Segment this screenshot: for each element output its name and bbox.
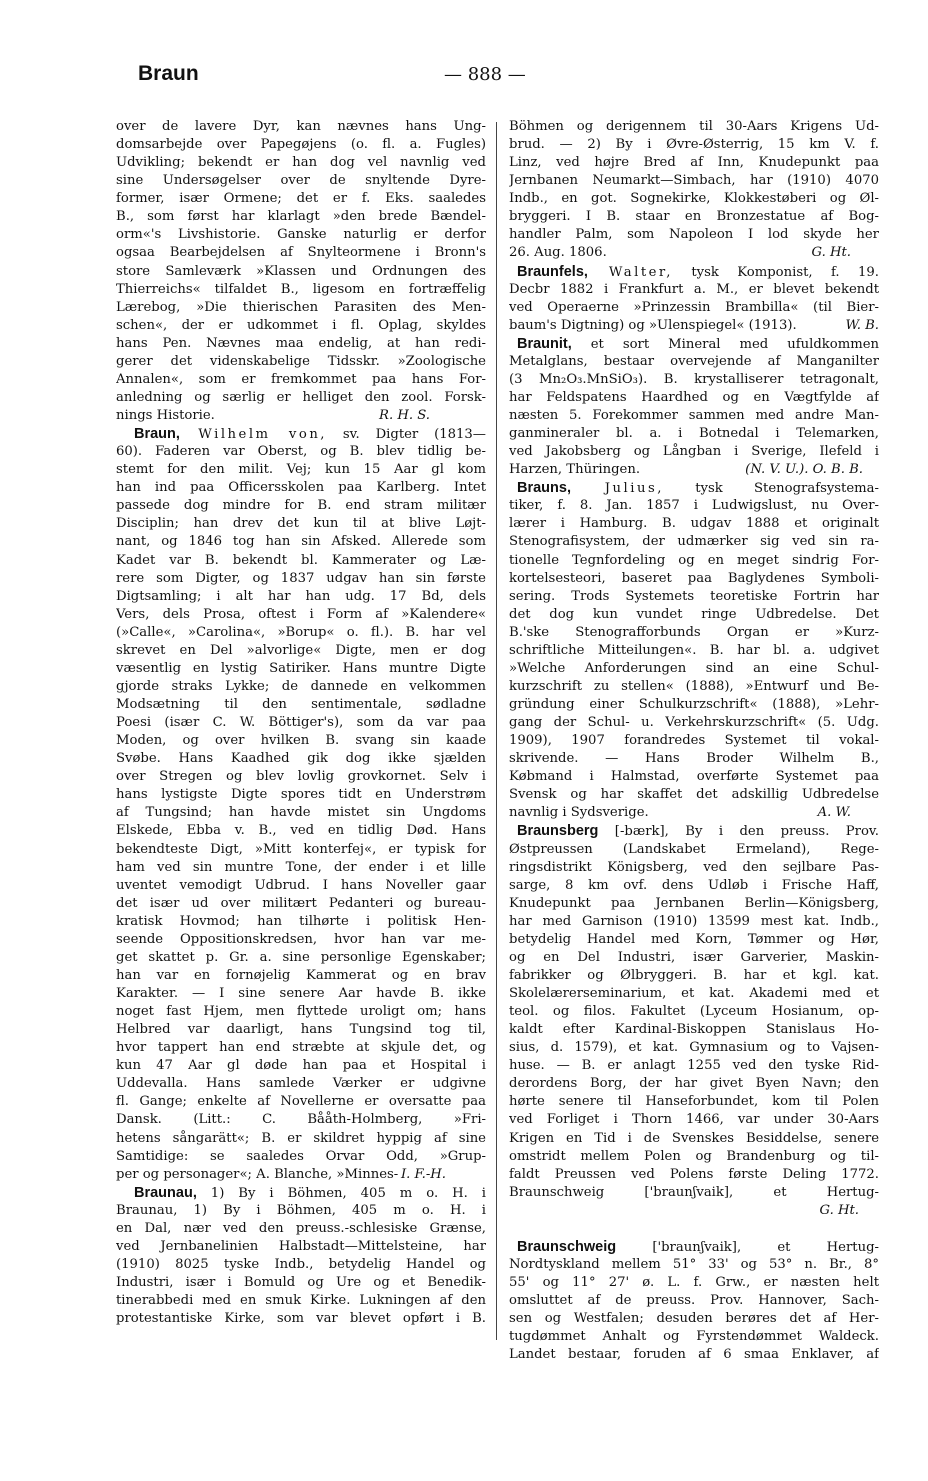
entry-end-row: [509, 244, 879, 262]
text-line: det især ud over militært Pedanteri og bureau-: [116, 895, 486, 911]
text-line: hvor tappert han end stræbte at skjule det, og: [116, 1040, 486, 1056]
entry-end-row: [116, 407, 486, 425]
text-line: (»Calle«, »Carolina«, »Borup« o. fl.). B. har vel: [116, 624, 486, 640]
text-line: navnlig i Sydsverige.: [509, 805, 649, 821]
text-line: omsluttet af de preuss. Prov. Hannover, Sach-: [509, 1293, 879, 1308]
text-line: schen«, der er udkommet i fl. Oplag, skyldes: [116, 317, 486, 333]
text-line: gang der Schul- u. Verkehrskurzschrift« (5. Udg.: [509, 715, 879, 731]
text-line: Svøbe. Hans Kaadhed gik dog ikke sjælden: [116, 751, 486, 767]
text-line: det dog kun vundet ringe Udbredelse. Det: [509, 606, 879, 622]
text-line: B.'ske Stenografforbunds Organ er »Kurz-: [509, 624, 879, 640]
text-line: Poesi (især C. W. Böttiger's), som da var paa: [116, 715, 486, 731]
text-line: Svensk og har skaffet det adskillig Udbredelse: [509, 787, 879, 803]
entry-headword: Braunfels,: [517, 263, 588, 280]
text-line: ved Jakobsberg og Långban i Sverige, Ilefeld i: [509, 444, 879, 460]
text-line: ham ved sin muntre Tone, der ender i et lille: [116, 859, 486, 875]
text-line: hørte senere til Hanseforbundet, kom til Polen: [509, 1094, 879, 1110]
text-line: over de lavere Dyr, kan nævnes hans Ung-: [116, 119, 486, 134]
page-number: — 888 —: [444, 64, 526, 85]
entry-headword: Brauns,: [517, 480, 571, 497]
text-line: former, især Ormene; det er f. Eks. saaledes: [116, 191, 486, 207]
text-line: Stenografisystem, der udmærker sig ved sin ra-: [509, 534, 879, 550]
entry-headword: Braunsberg: [517, 823, 599, 840]
text-line: tinerabbedi med en smuk Kirke. Lukningen af den: [116, 1293, 486, 1309]
text-line: Braunschweig ['braunʃvaik], et Hertug-: [509, 1184, 879, 1200]
text-line: (1910) 8025 tyske Indb., betydelig Handel og: [116, 1256, 486, 1272]
entry-end-row: [116, 1166, 486, 1184]
text-line: har med Garnison (1910) 13599 mest kat. Indb.,: [509, 913, 879, 929]
text-line: sine Undersøgelser over de snyltende Dyre-: [116, 173, 486, 189]
text-line: omstridt mellem Polen og Brandenburg og til-: [509, 1148, 879, 1164]
text-line: ganmineraler bl. a. i Botnedal i Telemarken,: [509, 426, 879, 442]
author-signature: W. B.: [845, 317, 879, 333]
entry-gap: [509, 1220, 879, 1238]
text-line: tugdømmet Anhalt og Fyrstendømmet Waldeck.: [509, 1329, 879, 1345]
text-line: 1909), 1907 forandredes Systemet til vokal-: [509, 733, 879, 749]
text-line: Harzen, Thüringen.: [509, 462, 641, 478]
author-signature: A. W.: [817, 805, 851, 821]
entry-end-row: [509, 1202, 879, 1220]
text-line: bryggeri. I B. staar en Bronzestatue af Bog-: [509, 209, 879, 225]
text-line: schriftliche Mitteilungen«. B. har bl. a. udgivet: [509, 642, 879, 658]
author-signature: (N. V. U.). O. B. B.: [745, 462, 863, 478]
entry-headword: Braunit,: [517, 335, 572, 352]
text-line: væsentlig en lystig Satiriker. Hans muntre Digte: [116, 660, 486, 676]
entry-headword: Braunau,: [134, 1184, 197, 1201]
text-line: sius, d. 1579), et kat. Gymnasium og to Vajsen-: [509, 1040, 879, 1056]
entry-braunfels: Braunfels, Walter, tysk Komponist, f. 19.: [517, 263, 879, 280]
text-line: nant, og 1846 tog han sin Afsked. Allerede som: [116, 534, 486, 550]
text-line: Linz, ved højre Bred af Inn, Knudepunkt paa: [509, 155, 879, 171]
text-line: Krigen en Tid i de Svenskes Besiddelse, senere: [509, 1130, 879, 1146]
text-line: han ind paa Officersskolen paa Karlberg. Intet: [116, 480, 486, 496]
text-line: Nordtyskland mellem 51° 33' og 53° n. Br., 8°: [509, 1256, 879, 1272]
text-line: faldt Preussen ved Polens første Deling 1772.: [509, 1166, 879, 1182]
text-line: Indb., en got. Sognekirke, Klokkestøberi og Øl-: [509, 191, 879, 207]
text-line: Udvikling; bekendt er han dog vel navnlig ved: [116, 155, 486, 171]
text-line: derordens Borg, der har givet Byen Navn; den: [509, 1076, 879, 1092]
text-line: Landet bestaar, foruden af 6 smaa Enklaver, af: [509, 1347, 879, 1363]
text-line: anledning og særlig er helliget den zool. Forsk-: [116, 389, 486, 405]
text-line: (3 Mn₂O₃.MnSiO₃). B. krystalliserer tetragonalt,: [509, 371, 879, 387]
text-line: af Tungsind; han havde mistet sin Ungdoms: [116, 805, 486, 821]
text-line: Elskede, Ebba v. B., ved en tidlig Død. Hans: [116, 823, 486, 839]
author-signature: I. F.-H.: [400, 1166, 446, 1182]
text-line: nings Historie.: [116, 408, 215, 423]
text-line: ogsaa Bearbejdelsen af Snylteormene i Bronn's: [116, 245, 486, 261]
text-line: kaldt efter Kardinal-Biskoppen Stanislaus Ho-: [509, 1022, 879, 1038]
text-line: tionelle Tegnfordeling og en meget sindrig For-: [509, 552, 879, 568]
entry-headword: Braun,: [134, 426, 180, 443]
text-line: sarge, 8 km ovf. dens Udløb i Frische Haff,: [509, 877, 879, 893]
text-line: kurzschrift zu stellen« (1888), »Entwurf und Be-: [509, 678, 879, 694]
text-line: »Welche Anforderungen sind an eine Schul-: [509, 660, 879, 676]
text-line: lærer i Hamburg. B. udgav 1888 et originalt: [509, 516, 879, 532]
text-line: Helbred var daarligt, hans Tungsind tog til,: [116, 1022, 486, 1038]
text-line: fabrikker og Ølbryggeri. B. har et kgl. kat.: [509, 967, 879, 983]
text-line: sering. Trods Systemets teoretiske Fortrin har: [509, 588, 879, 604]
right-column: [509, 118, 879, 1382]
text-line: 26. Aug. 1806.: [509, 245, 607, 261]
text-line: over Stregen og blev lovlig grovkornet. Selv i: [116, 769, 486, 785]
entry-end-row: [509, 317, 879, 335]
text-line: Uddevalla. Hans samlede Værker er udgivne: [116, 1076, 486, 1092]
text-line: Böhmen og derigennem til 30-Aars Krigens Ud-: [509, 119, 879, 134]
text-line: stemt for den milit. Vej; kun 15 Aar gl kom: [116, 462, 486, 478]
text-line: gründung einer Schulkurzschrift« (1888), »Lehr-: [509, 697, 879, 712]
text-line: næsten 5. Forekommer sammen med andre Man-: [509, 408, 879, 423]
text-line: Kadet var B. bekendt bl. Kammerater og Læ-: [116, 552, 486, 568]
text-line: hans Pen. Nævnes maa endelig, at han redi-: [116, 335, 486, 351]
text-line: betydelig Handel med Korn, Tømmer og Hør,: [509, 931, 879, 947]
entry-headword: Braunschweig: [517, 1238, 617, 1255]
text-line: ved Jernbanelinien Halbstadt—Mittelsteine, har: [116, 1238, 486, 1254]
text-line: teol. og filos. Fakultet (Lyceum Hosianum, op-: [509, 1004, 879, 1020]
author-signature: G. Ht.: [819, 1202, 859, 1218]
text-line: Digtsamling; i alt har han udg. 17 Bd, dels: [116, 588, 486, 604]
text-line: gjorde straks Lykke; de dannede en velkommen: [116, 678, 486, 694]
column-divider: [496, 122, 497, 1340]
text-line: Annalen«, som er fremkommet paa hans For-: [116, 371, 486, 387]
text-line: gerer det videnskabelige Tidsskr. »Zoologische: [116, 353, 486, 369]
text-line: Knudepunkt paa Jernbanen Berlin—Königsberg,: [509, 895, 879, 911]
text-line: domsarbejde over Papegøjens (o. fl. a. Fugles): [116, 137, 486, 153]
text-line: huse. — B. er anlagt 1255 ved den tyske Rid-: [509, 1058, 879, 1074]
text-line: kortelsesteori, baseret paa Baglydenes Symboli-: [509, 570, 879, 586]
text-line: Vers, dels Prosa, oftest i Form af »Kalendere«: [116, 606, 486, 622]
text-line: Thierreichs« tilfaldet B., ligesom en fortræffelig: [116, 281, 486, 297]
text-line: [509, 1364, 879, 1382]
text-line: fl. Gange; enkelte af Novellerne er oversatte paa: [116, 1094, 486, 1110]
author-signature: R. H. S.: [379, 408, 430, 423]
text-line: orm«'s Livshistorie. Ganske naturlig er derfor: [116, 227, 486, 243]
entry-braunsberg: Braunsberg [-bærk], By i den preuss. Prov.: [517, 823, 879, 840]
text-line: passede dog mindre for B. end stram militær: [116, 498, 486, 514]
text-line: ved Forliget i Thorn 1466, var under 30-Aars: [509, 1112, 879, 1128]
text-line: Lærebog, »Die thierischen Parasiten des Men-: [116, 299, 486, 315]
entry-end-row: [509, 804, 879, 822]
text-line: sen og Westfalen; desuden berøres det af Her-: [509, 1311, 879, 1327]
text-line: Dansk. (Litt.: C. Bååth-Holmberg, »Fri-: [116, 1112, 486, 1128]
text-line: Decbr 1882 i Frankfurt a. M., er blevet bekendt: [509, 281, 879, 297]
text-line: skrevet en Del »alvorlige« Digte, men er dog: [116, 642, 486, 658]
text-line: store Samleværk »Klassen und Ordnungen des: [116, 263, 486, 279]
entry-braunit: Braunit, et sort Mineral med ufuldkommen: [517, 335, 879, 352]
text-line: uventet vemodigt Udbrud. I hans Noveller gaar: [116, 877, 486, 893]
author-signature: G. Ht.: [811, 245, 851, 261]
entry-brauns: Brauns, Julius, tysk Stenografsystema-: [517, 480, 879, 497]
text-line: ringsdistrikt Königsberg, ved den sejlbare Pas-: [509, 859, 879, 875]
text-line: hans lystigste Digte spores tidt en Understrøm: [116, 787, 486, 803]
text-line: brud. — 2) By i Øvre-Østerrig, 15 km V. f.: [509, 137, 879, 153]
text-line: tiker, f. 8. Jan. 1857 i Ludwigslust, nu Over-: [509, 498, 879, 514]
entry-end-row: [509, 461, 879, 479]
text-line: en Dal, nær ved den preuss.-schlesiske Grænse,: [116, 1220, 486, 1236]
text-line: Samtidige: se saaledes Orvar Odd, »Grup-: [116, 1148, 486, 1164]
text-line: hetens sångarätt«; B. er skildret hyppig af sine: [116, 1130, 486, 1146]
entry-braun-wilhelm: Braun, Wilhelm von, sv. Digter (1813—: [134, 426, 486, 443]
text-line: kun 47 Aar gl døde han paa et Hospital i: [116, 1058, 486, 1074]
text-line: Østpreussen (Landskabet Ermeland), Rege-: [509, 841, 879, 857]
text-line: rere som Digter, og 1837 udgav han sin første: [116, 570, 486, 586]
text-line: Metalglans, bestaar overvejende af Manganilter: [509, 353, 879, 369]
text-line: Modsætning til den sentimentale, sødladne: [116, 697, 486, 712]
entry-braunau: Braunau, 1) By i Böhmen, 405 m o. H. i: [134, 1184, 486, 1201]
page-header: [0, 62, 928, 92]
text-line: har Feldspatens Haardhed og en Vægtfylde af: [509, 389, 879, 405]
text-line: og en Del Industri, især Garverier, Maskin-: [509, 949, 879, 965]
text-line: Skolelærerseminarium, et kat. Akademi med et: [509, 986, 879, 1001]
entry-braunschweig: Braunschweig ['braunʃvaik], et Hertug-: [517, 1238, 879, 1255]
text-line: skrivende. — Hans Broder Wilhelm B.,: [509, 751, 879, 767]
text-line: Braunau, 1) By i Böhmen, 405 m o. H. i: [116, 1202, 486, 1218]
text-line: noget fast Hjem, men flyttede uroligt om; hans: [116, 1004, 486, 1020]
text-line: Købmand i Halmstad, overførte Systemet paa: [509, 769, 879, 785]
text-line: Karakter. — I sine senere Aar havde B. ikke: [116, 986, 486, 1001]
text-line: Moden, og over hvilken B. svang sin kaade: [116, 733, 486, 749]
text-line: kratisk Hovmod; han tilhørte i politisk Hen-: [116, 913, 486, 929]
text-line: protestantiske Kirke, som var blevet opført i B.: [116, 1311, 486, 1327]
running-headword: Braun: [138, 62, 199, 85]
text-line: Industri, især i Bomuld og Ure og et Benedik-: [116, 1275, 486, 1290]
text-line: B., som først har klarlagt »den brede Bændel-: [116, 209, 486, 225]
text-line: Jernbanen Neumarkt—Simbach, har (1910) 4070: [509, 173, 879, 189]
text-line: Disciplin; han drev det kun til at blive Løjt-: [116, 516, 486, 532]
text-line: 55' og 11° 27' ø. L. f. Grw., er næsten helt: [509, 1274, 879, 1290]
text-line: handler Palm, som Napoleon I lod skyde her: [509, 227, 879, 243]
text-line: seende Oppositionskredsen, hvor han var me-: [116, 931, 486, 947]
text-line: ved Operaerne »Prinzessin Brambilla« (til Bier-: [509, 299, 879, 315]
text-line: han var en fornøjelig Kammerat og en brav: [116, 967, 486, 983]
text-line: bekendteste Digt, »Mitt konterfej«, er typisk for: [116, 841, 486, 857]
text-line: baum's Digtning) og »Ulenspiegel« (1913).: [509, 317, 797, 333]
text-line: 60). Faderen var Oberst, og B. blev tidlig be-: [116, 444, 486, 460]
text-line: per og personager«; A. Blanche, »Minnes-: [116, 1166, 399, 1182]
left-column: [116, 118, 486, 1328]
text-line: get skattet p. Gr. a. sine personlige Egenskaber;: [116, 949, 486, 965]
